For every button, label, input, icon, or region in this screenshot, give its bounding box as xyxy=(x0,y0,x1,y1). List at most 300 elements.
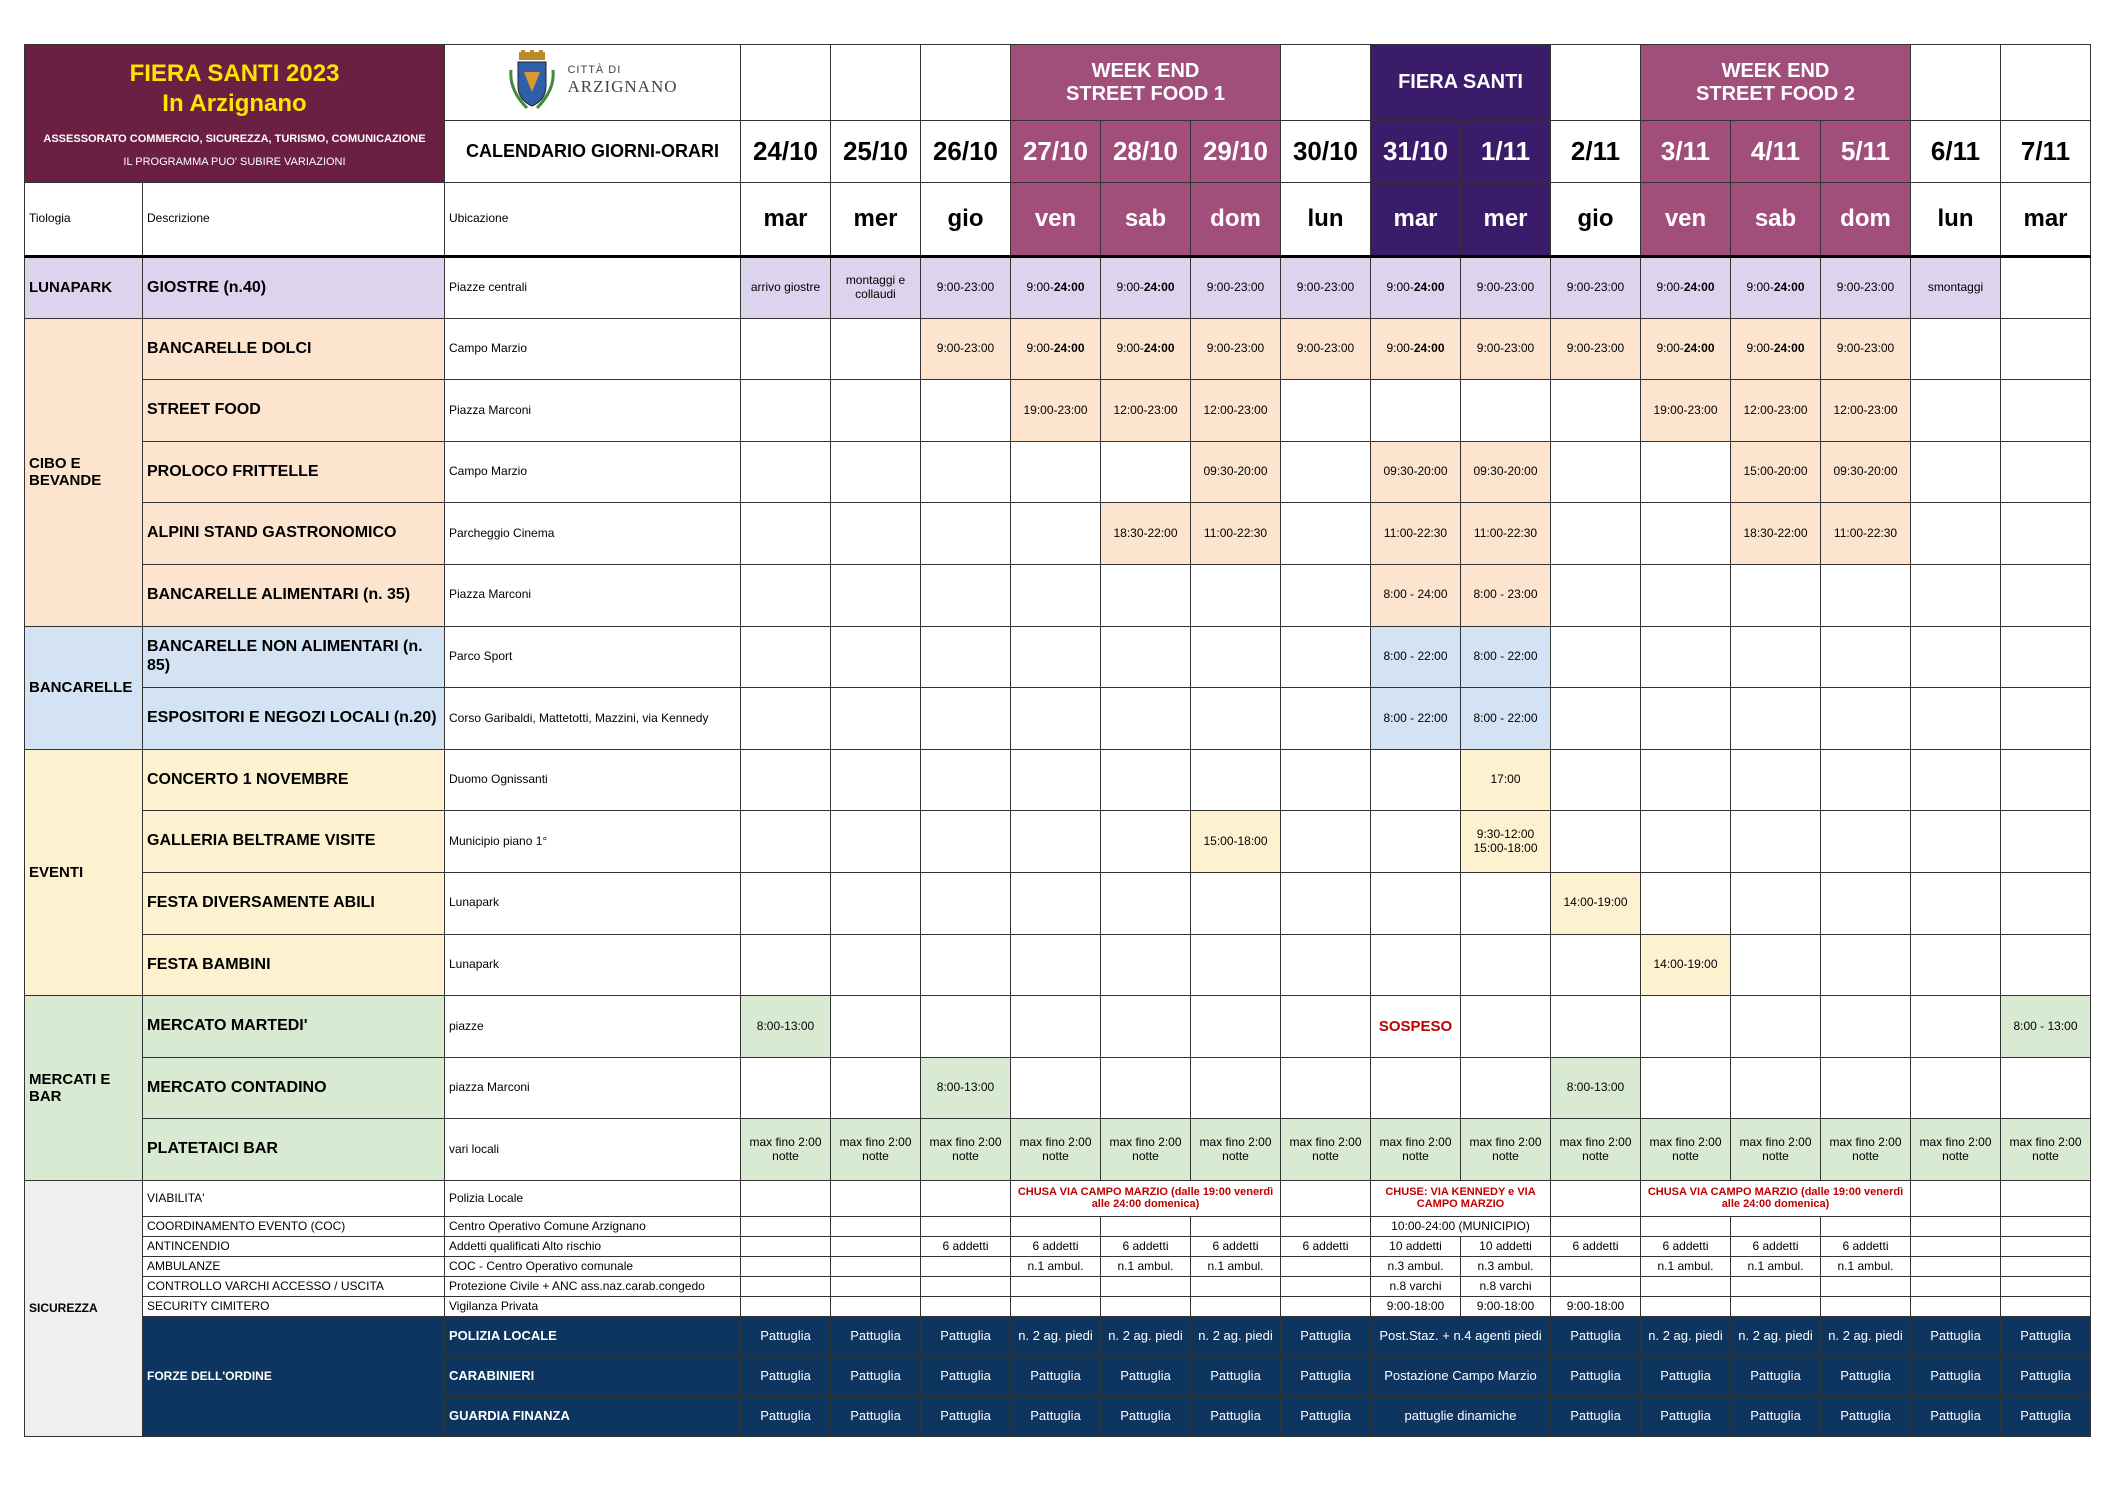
schedule-cell xyxy=(1551,380,1641,442)
day-header: mer xyxy=(831,183,921,257)
schedule-cell xyxy=(1551,626,1641,688)
schedule-cell: 12:00-23:00 xyxy=(1821,380,1911,442)
schedule-cell xyxy=(831,380,921,442)
schedule-cell xyxy=(741,441,831,503)
forze-cell: Pattuglia xyxy=(921,1356,1011,1396)
day-header: lun xyxy=(1911,183,2001,257)
schedule-cell xyxy=(2001,380,2091,442)
forze-name: CARABINIERI xyxy=(445,1356,741,1396)
schedule-cell: 9:00-23:00 xyxy=(1461,257,1551,319)
row-location: Corso Garibaldi, Mattetotti, Mazzini, via Kennedy xyxy=(445,688,741,750)
col-tipologia: Tiologia xyxy=(25,183,143,257)
schedule-cell: 15:00-18:00 xyxy=(1191,811,1281,873)
schedule-cell xyxy=(831,318,921,380)
row-description: FESTA DIVERSAMENTE ABILI xyxy=(143,872,445,934)
schedule-cell xyxy=(1641,564,1731,626)
schedule-cell xyxy=(1191,564,1281,626)
schedule-cell xyxy=(1101,626,1191,688)
schedule-cell xyxy=(1911,1296,2001,1316)
day-header: sab xyxy=(1731,183,1821,257)
forze-cell: Pattuglia xyxy=(1191,1356,1281,1396)
schedule-cell xyxy=(1191,1057,1281,1119)
schedule-cell xyxy=(1641,872,1731,934)
schedule-cell xyxy=(1011,811,1101,873)
schedule-cell xyxy=(1911,1236,2001,1256)
schedule-cell: 09:30-20:00 xyxy=(1821,441,1911,503)
date-header: 2/11 xyxy=(1551,121,1641,183)
schedule-cell xyxy=(741,380,831,442)
date-header: 5/11 xyxy=(1821,121,1911,183)
schedule-cell: max fino 2:00 notte xyxy=(831,1119,921,1181)
schedule-cell xyxy=(1101,1296,1191,1316)
schedule-cell xyxy=(741,1057,831,1119)
forze-label: FORZE DELL'ORDINE xyxy=(143,1316,445,1436)
schedule-cell xyxy=(2001,1296,2091,1316)
schedule-cell xyxy=(921,626,1011,688)
schedule-cell xyxy=(1281,1180,1371,1216)
table-row xyxy=(25,626,2091,688)
schedule-cell: 9:00-18:00 xyxy=(1461,1296,1551,1316)
row-description: MERCATO CONTADINO xyxy=(143,1057,445,1119)
schedule-cell xyxy=(1551,441,1641,503)
schedule-cell xyxy=(2001,1216,2091,1236)
schedule-cell xyxy=(741,1296,831,1316)
schedule-cell xyxy=(1281,1296,1371,1316)
schedule-cell xyxy=(1011,1057,1101,1119)
row-location: Parco Sport xyxy=(445,626,741,688)
schedule-cell: 09:30-20:00 xyxy=(1461,441,1551,503)
schedule-cell xyxy=(831,749,921,811)
schedule-cell: 9:00-23:00 xyxy=(1821,318,1911,380)
schedule-cell xyxy=(1911,503,2001,565)
forze-fiera: Post.Staz. + n.4 agenti piedi xyxy=(1371,1316,1551,1356)
schedule-cell: 8:00 - 13:00 xyxy=(2001,996,2091,1058)
schedule-cell xyxy=(1731,1276,1821,1296)
schedule-cell xyxy=(1731,811,1821,873)
schedule-cell xyxy=(1191,872,1281,934)
schedule-cell xyxy=(1551,1216,1641,1236)
row-location: Centro Operativo Comune Arzignano xyxy=(445,1216,741,1236)
schedule-cell xyxy=(921,503,1011,565)
schedule-cell: 6 addetti xyxy=(1281,1236,1371,1256)
event-subtitle: In Arzignano xyxy=(162,89,307,117)
schedule-cell xyxy=(831,811,921,873)
road-closure-2: CHUSA VIA CAMPO MARZIO (dalle 19:00 venerdì alle 24:00 domenica) xyxy=(1641,1180,1911,1216)
schedule-cell xyxy=(1461,380,1551,442)
schedule-cell xyxy=(2001,1256,2091,1276)
schedule-cell: arrivo giostre xyxy=(741,257,831,319)
schedule-cell xyxy=(1191,749,1281,811)
row-description: GIOSTRE (n.40) xyxy=(143,257,445,319)
date-header: 27/10 xyxy=(1011,121,1101,183)
city-logo xyxy=(445,45,741,121)
schedule-cell xyxy=(1821,1216,1911,1236)
schedule-cell: 6 addetti xyxy=(1641,1236,1731,1256)
table-row xyxy=(25,257,2091,319)
schedule-cell: 18:30-22:00 xyxy=(1101,503,1191,565)
schedule-cell xyxy=(741,811,831,873)
schedule-cell xyxy=(1821,749,1911,811)
forze-cell: Pattuglia xyxy=(1011,1356,1101,1396)
schedule-cell: 9:00-24:00 xyxy=(1101,257,1191,319)
schedule-cell xyxy=(1731,626,1821,688)
row-location: Piazze centrali xyxy=(445,257,741,319)
schedule-cell: n.1 ambul. xyxy=(1101,1256,1191,1276)
schedule-cell xyxy=(1011,688,1101,750)
schedule-cell: 9:00-23:00 xyxy=(1191,318,1281,380)
schedule-cell xyxy=(1641,688,1731,750)
forze-name: GUARDIA FINANZA xyxy=(445,1396,741,1436)
schedule-cell xyxy=(1911,1057,2001,1119)
forze-cell: Pattuglia xyxy=(741,1316,831,1356)
row-description: SECURITY CIMITERO xyxy=(143,1296,445,1316)
schedule-cell: 9:00-23:00 xyxy=(1551,318,1641,380)
schedule-cell: max fino 2:00 notte xyxy=(1011,1119,1101,1181)
forze-cell: Pattuglia xyxy=(1551,1316,1641,1356)
schedule-cell xyxy=(1371,380,1461,442)
day-header: mer xyxy=(1461,183,1551,257)
day-header: mar xyxy=(2001,183,2091,257)
forze-cell: Pattuglia xyxy=(741,1396,831,1436)
schedule-cell xyxy=(2001,318,2091,380)
schedule-cell: 9:00-24:00 xyxy=(1731,318,1821,380)
schedule-cell xyxy=(1371,811,1461,873)
schedule-cell: 12:00-23:00 xyxy=(1731,380,1821,442)
schedule-cell xyxy=(831,996,921,1058)
row-description: ALPINI STAND GASTRONOMICO xyxy=(143,503,445,565)
schedule-cell xyxy=(921,1256,1011,1276)
schedule-cell xyxy=(1911,872,2001,934)
schedule-cell xyxy=(741,1256,831,1276)
row-description: CONCERTO 1 NOVEMBRE xyxy=(143,749,445,811)
schedule-cell xyxy=(1551,503,1641,565)
schedule-cell xyxy=(1101,749,1191,811)
schedule-cell: n.3 ambul. xyxy=(1461,1256,1551,1276)
schedule-cell: 9:00-24:00 xyxy=(1101,318,1191,380)
schedule-cell xyxy=(741,503,831,565)
schedule-cell xyxy=(831,1180,921,1216)
row-description: BANCARELLE DOLCI xyxy=(143,318,445,380)
forze-cell: Pattuglia xyxy=(1731,1356,1821,1396)
schedule-cell xyxy=(1191,1296,1281,1316)
schedule-cell xyxy=(1101,688,1191,750)
schedule-cell: n.1 ambul. xyxy=(1821,1256,1911,1276)
assessorato-label: ASSESSORATO COMMERCIO, SICUREZZA, TURISMO, COMUNICAZIONE xyxy=(43,132,426,145)
forze-cell: Pattuglia xyxy=(1011,1396,1101,1436)
schedule-cell xyxy=(1461,872,1551,934)
schedule-cell: n.1 ambul. xyxy=(1191,1256,1281,1276)
table-row xyxy=(25,564,2091,626)
weekend-band-2: WEEK END STREET FOOD 2 xyxy=(1641,45,1911,121)
row-description: AMBULANZE xyxy=(143,1256,445,1276)
row-location: Campo Marzio xyxy=(445,441,741,503)
schedule-cell xyxy=(741,318,831,380)
schedule-cell xyxy=(1281,626,1371,688)
schedule-cell xyxy=(1641,749,1731,811)
schedule-cell xyxy=(921,1276,1011,1296)
schedule-cell xyxy=(1011,749,1101,811)
schedule-cell xyxy=(1641,1296,1731,1316)
schedule-cell xyxy=(1641,811,1731,873)
schedule-cell xyxy=(1281,934,1371,996)
row-description: VIABILITA' xyxy=(143,1180,445,1216)
coc-hours: 10:00-24:00 (MUNICIPIO) xyxy=(1371,1216,1551,1236)
row-description: ANTINCENDIO xyxy=(143,1236,445,1256)
schedule-cell xyxy=(1821,688,1911,750)
coat-of-arms-icon xyxy=(507,50,557,112)
row-description: CONTROLLO VARCHI ACCESSO / USCITA xyxy=(143,1276,445,1296)
schedule-cell: 09:30-20:00 xyxy=(1191,441,1281,503)
schedule-cell: 6 addetti xyxy=(1731,1236,1821,1256)
schedule-cell: max fino 2:00 notte xyxy=(921,1119,1011,1181)
schedule-cell: 11:00-22:30 xyxy=(1821,503,1911,565)
date-header: 1/11 xyxy=(1461,121,1551,183)
table-row xyxy=(25,318,2091,380)
schedule-cell xyxy=(1011,441,1101,503)
event-title-block xyxy=(25,45,445,183)
schedule-cell xyxy=(1731,934,1821,996)
schedule-cell xyxy=(2001,1180,2091,1216)
col-descrizione: Descrizione xyxy=(143,183,445,257)
schedule-cell xyxy=(1911,564,2001,626)
schedule-cell xyxy=(921,1180,1011,1216)
forze-cell: Pattuglia xyxy=(1101,1356,1191,1396)
schedule-cell: 9:00-24:00 xyxy=(1641,318,1731,380)
schedule-cell xyxy=(1911,811,2001,873)
schedule-cell xyxy=(831,441,921,503)
schedule-cell xyxy=(1011,1296,1101,1316)
row-location: Municipio piano 1° xyxy=(445,811,741,873)
schedule-cell xyxy=(2001,1276,2091,1296)
schedule-cell xyxy=(1101,996,1191,1058)
schedule-cell xyxy=(1281,749,1371,811)
date-header: 3/11 xyxy=(1641,121,1731,183)
schedule-cell xyxy=(1101,1216,1191,1236)
schedule-cell: 9:30-12:00 15:00-18:00 xyxy=(1461,811,1551,873)
schedule-cell xyxy=(1551,811,1641,873)
category-label: MERCATI E BAR xyxy=(25,996,143,1181)
schedule-cell: max fino 2:00 notte xyxy=(1461,1119,1551,1181)
schedule-cell xyxy=(831,1057,921,1119)
schedule-cell xyxy=(1911,688,2001,750)
schedule-cell: 9:00-23:00 xyxy=(921,257,1011,319)
schedule-cell xyxy=(1641,996,1731,1058)
schedule-cell: 9:00-23:00 xyxy=(1191,257,1281,319)
schedule-cell: n.8 varchi xyxy=(1371,1276,1461,1296)
day-header: dom xyxy=(1821,183,1911,257)
row-description: BANCARELLE ALIMENTARI (n. 35) xyxy=(143,564,445,626)
schedule-cell: 10 addetti xyxy=(1461,1236,1551,1256)
date-header: 24/10 xyxy=(741,121,831,183)
schedule-cell xyxy=(2001,441,2091,503)
forze-cell: Pattuglia xyxy=(921,1396,1011,1436)
table-row xyxy=(25,441,2091,503)
forze-cell: Pattuglia xyxy=(741,1356,831,1396)
table-row xyxy=(25,503,2091,565)
schedule-cell: 8:00 - 22:00 xyxy=(1371,626,1461,688)
schedule-cell xyxy=(1731,564,1821,626)
schedule-cell xyxy=(1011,1276,1101,1296)
schedule-cell: 14:00-19:00 xyxy=(1641,934,1731,996)
schedule-cell xyxy=(831,688,921,750)
schedule-cell xyxy=(1821,626,1911,688)
schedule-cell: 9:00-24:00 xyxy=(1371,257,1461,319)
schedule-cell xyxy=(741,564,831,626)
schedule-cell xyxy=(1911,996,2001,1058)
schedule-cell xyxy=(1821,934,1911,996)
schedule-cell xyxy=(1551,564,1641,626)
day-header: gio xyxy=(1551,183,1641,257)
schedule-cell xyxy=(831,1236,921,1256)
schedule-cell xyxy=(2001,564,2091,626)
schedule-cell xyxy=(1911,626,2001,688)
row-location: Parcheggio Cinema xyxy=(445,503,741,565)
schedule-cell xyxy=(921,441,1011,503)
forze-cell: Pattuglia xyxy=(1731,1396,1821,1436)
schedule-cell: 8:00 - 24:00 xyxy=(1371,564,1461,626)
row-description: PROLOCO FRITTELLE xyxy=(143,441,445,503)
schedule-cell: max fino 2:00 notte xyxy=(1821,1119,1911,1181)
weekend-band-1: WEEK END STREET FOOD 1 xyxy=(1011,45,1281,121)
schedule-cell: 10 addetti xyxy=(1371,1236,1461,1256)
schedule-cell xyxy=(831,503,921,565)
table-row xyxy=(25,1057,2091,1119)
forze-cell: Pattuglia xyxy=(1911,1316,2001,1356)
schedule-cell xyxy=(1911,934,2001,996)
schedule-cell: 09:30-20:00 xyxy=(1371,441,1461,503)
schedule-cell xyxy=(1461,1057,1551,1119)
schedule-cell xyxy=(1551,1256,1641,1276)
forze-cell: Pattuglia xyxy=(1101,1396,1191,1436)
schedule-cell: n.3 ambul. xyxy=(1371,1256,1461,1276)
schedule-cell: n.1 ambul. xyxy=(1011,1256,1101,1276)
schedule-cell xyxy=(921,872,1011,934)
schedule-cell xyxy=(1191,626,1281,688)
calendar-sheet xyxy=(24,44,2091,1437)
schedule-cell xyxy=(1371,872,1461,934)
schedule-cell xyxy=(1641,1276,1731,1296)
col-ubicazione: Ubicazione xyxy=(445,183,741,257)
forze-cell: Pattuglia xyxy=(1281,1316,1371,1356)
forze-cell: n. 2 ag. piedi xyxy=(1731,1316,1821,1356)
schedule-cell xyxy=(1551,996,1641,1058)
schedule-cell xyxy=(1011,1216,1101,1236)
schedule-cell: smontaggi xyxy=(1911,257,2001,319)
forze-cell: n. 2 ag. piedi xyxy=(1101,1316,1191,1356)
row-description: COORDINAMENTO EVENTO (COC) xyxy=(143,1216,445,1236)
schedule-cell xyxy=(2001,872,2091,934)
schedule-cell xyxy=(1011,626,1101,688)
schedule-cell xyxy=(2001,257,2091,319)
forze-cell: Pattuglia xyxy=(831,1316,921,1356)
forze-cell: Pattuglia xyxy=(831,1356,921,1396)
schedule-cell xyxy=(1281,380,1371,442)
schedule-cell: 6 addetti xyxy=(1101,1236,1191,1256)
table-row xyxy=(25,811,2091,873)
table-row xyxy=(25,749,2091,811)
row-location: piazze xyxy=(445,996,741,1058)
schedule-cell: 6 addetti xyxy=(1191,1236,1281,1256)
category-label: CIBO E BEVANDE xyxy=(25,318,143,626)
schedule-cell: max fino 2:00 notte xyxy=(741,1119,831,1181)
schedule-cell: max fino 2:00 notte xyxy=(1281,1119,1371,1181)
row-location: Piazza Marconi xyxy=(445,380,741,442)
schedule-cell xyxy=(1551,688,1641,750)
schedule-cell: 9:00-23:00 xyxy=(1281,257,1371,319)
category-label: EVENTI xyxy=(25,749,143,995)
schedule-cell xyxy=(2001,626,2091,688)
schedule-cell: 8:00 - 22:00 xyxy=(1371,688,1461,750)
schedule-cell: 6 addetti xyxy=(1011,1236,1101,1256)
schedule-cell xyxy=(1551,1180,1641,1216)
schedule-cell xyxy=(831,1276,921,1296)
schedule-cell: 9:00-18:00 xyxy=(1551,1296,1641,1316)
schedule-cell xyxy=(1011,934,1101,996)
schedule-cell xyxy=(1281,1256,1371,1276)
day-header: gio xyxy=(921,183,1011,257)
schedule-cell xyxy=(2001,688,2091,750)
schedule-cell: 8:00-13:00 xyxy=(921,1057,1011,1119)
forze-fiera: pattuglie dinamiche xyxy=(1371,1396,1551,1436)
schedule-cell: SOSPESO xyxy=(1371,996,1461,1058)
forze-cell: n. 2 ag. piedi xyxy=(1011,1316,1101,1356)
forze-cell: Pattuglia xyxy=(1551,1396,1641,1436)
schedule-cell xyxy=(1641,1057,1731,1119)
table-row xyxy=(25,996,2091,1058)
row-location: Campo Marzio xyxy=(445,318,741,380)
fiera-santi-band: FIERA SANTI xyxy=(1371,45,1551,121)
forze-cell: Pattuglia xyxy=(1551,1356,1641,1396)
schedule-cell xyxy=(2001,503,2091,565)
row-description: GALLERIA BELTRAME VISITE xyxy=(143,811,445,873)
schedule-cell xyxy=(1821,564,1911,626)
schedule-cell xyxy=(1641,441,1731,503)
programma-note: IL PROGRAMMA PUO' SUBIRE VARIAZIONI xyxy=(123,155,346,168)
day-header: lun xyxy=(1281,183,1371,257)
schedule-cell xyxy=(1551,1276,1641,1296)
row-description: PLATETAICI BAR xyxy=(143,1119,445,1181)
schedule-cell xyxy=(1731,749,1821,811)
day-header: ven xyxy=(1641,183,1731,257)
forze-cell: Pattuglia xyxy=(1281,1396,1371,1436)
calendar-table xyxy=(24,44,2091,1437)
schedule-cell xyxy=(1011,564,1101,626)
row-location: Lunapark xyxy=(445,934,741,996)
schedule-cell: 18:30-22:00 xyxy=(1731,503,1821,565)
schedule-cell: 8:00-13:00 xyxy=(741,996,831,1058)
schedule-cell: 9:00-23:00 xyxy=(1821,257,1911,319)
schedule-cell xyxy=(1731,1216,1821,1236)
calendar-label: CALENDARIO GIORNI-ORARI xyxy=(445,121,741,183)
schedule-cell xyxy=(1911,1180,2001,1216)
schedule-cell: 11:00-22:30 xyxy=(1371,503,1461,565)
schedule-cell xyxy=(831,934,921,996)
schedule-cell xyxy=(2001,1057,2091,1119)
schedule-cell xyxy=(1191,1276,1281,1296)
schedule-cell xyxy=(741,1276,831,1296)
schedule-cell xyxy=(1731,688,1821,750)
forze-cell: Pattuglia xyxy=(1911,1396,2001,1436)
logo-big-text: ARZIGNANO xyxy=(567,77,678,97)
schedule-cell xyxy=(1911,441,2001,503)
schedule-cell xyxy=(1461,996,1551,1058)
schedule-cell xyxy=(831,1216,921,1236)
forze-cell: Pattuglia xyxy=(1821,1396,1911,1436)
schedule-cell xyxy=(1281,503,1371,565)
road-closure-1: CHUSA VIA CAMPO MARZIO (dalle 19:00 venerdì alle 24:00 domenica) xyxy=(1011,1180,1281,1216)
schedule-cell xyxy=(1461,934,1551,996)
forze-fiera: Postazione Campo Marzio xyxy=(1371,1356,1551,1396)
